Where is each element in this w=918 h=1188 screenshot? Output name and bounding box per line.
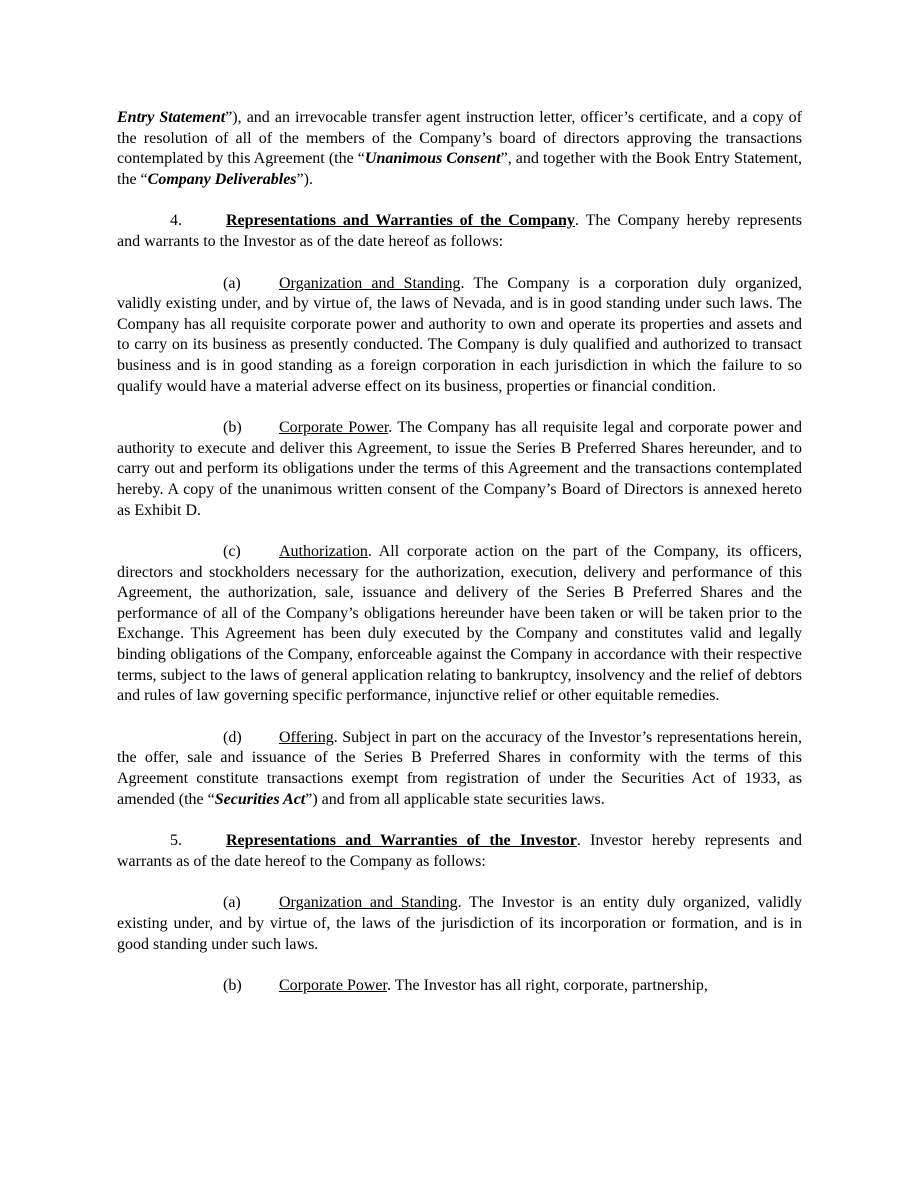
section-heading: Representations and Warranties of the Company: [226, 212, 575, 230]
spacer: [117, 253, 802, 274]
section-text: . The Company hereby represents and warrants to the Investor as of the date hereof as follows:: [117, 212, 802, 250]
section-number: 4.: [170, 212, 182, 230]
subsection-heading: Organization and Standing: [279, 274, 461, 292]
spacer: [117, 707, 802, 728]
spacer: [117, 521, 802, 542]
section-text: . Investor hereby represents and warrants as of the date hereof to the Company as follows:: [117, 832, 803, 870]
spacer: [117, 397, 802, 418]
subsection-text: . The Investor is an entity duly organized, validly existing under, and by virtue of, the laws of the jurisdiction of its incorporation or formation, and is in good standing under such laws.: [117, 894, 802, 953]
subsection-text: . Subject in part on the accuracy of the Investor’s representations herein, the offer, sale and issuance of the Series B Preferred Shares in conformity with the terms of this Agreement constitute transactions exempt from registration of under the Securities Act of 1933, as amended (the “: [117, 728, 802, 808]
section-5a: [117, 893, 802, 955]
subsection-number: (a): [223, 274, 241, 292]
subsection-text: . The Investor has all right, corporate, partnership,: [386, 977, 708, 995]
section-4d: [117, 728, 802, 810]
subsection-text: . All corporate action on the part of the Company, its officers, directors and stockholders necessary for the authorization, execution, delivery and performance of this Agreement, the authorization, sale, issuance and delivery of the Series B Preferred Shares and the performance of all of the Company’s obligations hereunder have been taken or will be taken prior to the Exchange. This Agreement has been duly executed by the Company and constitutes valid and legally binding obligations of the Company, enforceable against the Company in accordance with their respective terms, subject to the laws of general application relating to bankruptcy, insolvency and the relief of debtors and rules of law governing specific performance, injunctive relief or other equitable remedies.: [117, 543, 802, 705]
paragraph-text: ”), and an irrevocable transfer agent instruction letter, officer’s certificate, and a copy of the resolution of all of the members of the Company’s board of directors approving the transactions contemplated by this Agreement (the “: [117, 109, 803, 168]
subsection-text: . The Company is a corporation duly organized, validly existing under, and by virtue of, the laws of Nevada, and is in good standing under such laws. The Company has all requisite corporate power and authority to own and operate its properties and assets and to carry on its business as presently conducted. The Company is duly qualified and authorized to transact business and is in good standing as a foreign corporation in each jurisdiction in which the failure to so qualify would have a material adverse effect on its business, properties or financial condition.: [117, 274, 802, 395]
paragraph-text: ”, and together with the Book Entry Statement, the “: [117, 150, 803, 188]
subsection-text: . The Company has all requisite legal and corporate power and authority to execute and deliver this Agreement, to issue the Series B Preferred Shares hereunder, and to carry out and perform its obligations under the terms of this Agreement and the transactions contemplated hereby. A copy of the unanimous written consent of the Company’s Board of Directors is annexed hereto as Exhibit D.: [117, 419, 802, 519]
subsection-text: ”) and from all applicable state securities laws.: [305, 790, 605, 808]
section-4c: [117, 542, 802, 707]
subsection-number: (c): [223, 543, 241, 561]
spacer: [117, 810, 802, 831]
subsection-heading: Authorization: [279, 543, 368, 561]
spacer: [117, 190, 802, 211]
subsection-number: (b): [223, 419, 242, 437]
paragraph-continuation: [117, 108, 802, 190]
section-4a: [117, 274, 802, 398]
section-5b: [117, 976, 802, 997]
subsection-number: (a): [223, 894, 241, 912]
subsection-number: (b): [223, 977, 242, 995]
spacer: [117, 872, 802, 893]
spacer: [117, 955, 802, 976]
paragraph-text: ”).: [296, 170, 313, 188]
defined-term-securities-act: Securities Act: [214, 790, 306, 808]
section-4b: [117, 418, 802, 521]
document-page: [117, 108, 802, 997]
subsection-heading: Offering: [279, 728, 334, 746]
section-4: [117, 211, 802, 252]
defined-term-unanimous-consent: Unanimous Consent: [364, 150, 501, 168]
section-number: 5.: [170, 832, 182, 850]
section-5: [117, 831, 802, 872]
subsection-number: (d): [223, 728, 242, 746]
subsection-heading: Organization and Standing: [279, 894, 458, 912]
subsection-heading: Corporate Power: [279, 419, 389, 437]
section-heading: Representations and Warranties of the Investor: [226, 832, 577, 850]
subsection-heading: Corporate Power: [279, 977, 387, 995]
defined-term-book-entry-statement: Entry Statement: [117, 109, 226, 126]
defined-term-company-deliverables: Company Deliverables: [147, 170, 297, 188]
